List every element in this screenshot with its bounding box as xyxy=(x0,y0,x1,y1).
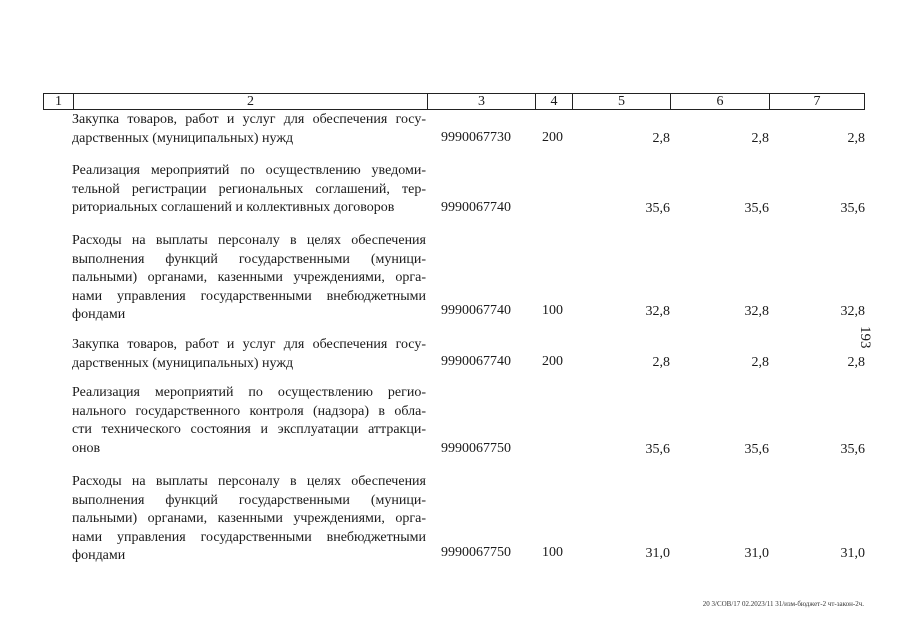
row-description xyxy=(72,384,426,458)
amount-col-6: 31,0 xyxy=(744,546,769,561)
description-line: Расходы на выплаты персоналу в целях обеспечения xyxy=(72,474,426,489)
row-description xyxy=(72,473,426,566)
expense-type-code: 100 xyxy=(542,303,563,318)
description-line: фондами xyxy=(72,548,126,564)
amount-col-5: 32,8 xyxy=(645,304,670,319)
description-line: Расходы на выплаты персоналу в целях обеспечения xyxy=(72,233,426,248)
amount-col-5: 31,0 xyxy=(645,546,670,561)
row-description xyxy=(72,111,426,148)
expense-type-code: 200 xyxy=(542,354,563,369)
amount-col-6: 2,8 xyxy=(751,355,769,370)
header-col-3: 3 xyxy=(428,94,536,109)
amount-col-7: 31,0 xyxy=(840,546,865,561)
description-line: Реализация мероприятий по осуществлению уведоми- xyxy=(72,163,426,178)
description-line: пальными) органами, казенными учреждениями, орга- xyxy=(72,270,426,286)
description-line: риториальных соглашений и коллективных договоров xyxy=(72,200,395,216)
row-description xyxy=(72,232,426,325)
header-col-5: 5 xyxy=(573,94,671,109)
row-description xyxy=(72,336,426,373)
amount-col-5: 35,6 xyxy=(645,201,670,216)
header-col-6: 6 xyxy=(671,94,770,109)
description-line: Реализация мероприятий по осуществлению регио- xyxy=(72,385,426,400)
amount-col-7: 2,8 xyxy=(847,131,865,146)
description-line: дарственных (муниципальных) нужд xyxy=(72,130,294,146)
target-article-code: 9990067740 xyxy=(441,354,511,369)
amount-col-7: 35,6 xyxy=(840,201,865,216)
description-line: выполнения функций государственными (муници- xyxy=(72,251,426,267)
description-line: нами управления государственными внебюджетными xyxy=(72,529,426,545)
header-col-2: 2 xyxy=(74,94,428,109)
description-line: пальными) органами, казенными учреждениями, орга- xyxy=(72,511,426,527)
description-line: сти технического состояния и эксплуатации аттракци- xyxy=(72,422,426,438)
header-col-7: 7 xyxy=(813,94,821,109)
target-article-code: 9990067740 xyxy=(441,303,511,318)
description-line: фондами xyxy=(72,307,126,323)
description-line: тельной регистрации региональных соглашений, тер- xyxy=(72,181,426,197)
amount-col-5: 35,6 xyxy=(645,442,670,457)
amount-col-6: 35,6 xyxy=(744,201,769,216)
amount-col-6: 35,6 xyxy=(744,442,769,457)
footer-file-reference: 20 3/СОВ/17 02.2023/11 31/изм-бюджет-2 чт-закон-2ч. xyxy=(702,600,864,608)
table-header-row xyxy=(43,93,865,110)
description-line: нального государственного контроля (надзора) в обла- xyxy=(72,403,426,419)
description-line: онов xyxy=(72,440,101,456)
description-line: Закупка товаров, работ и услуг для обеспечения госу- xyxy=(72,337,426,352)
description-line: дарственных (муниципальных) нужд xyxy=(72,355,294,371)
description-line: нами управления государственными внебюджетными xyxy=(72,288,426,304)
amount-col-5: 2,8 xyxy=(652,131,670,146)
description-line: Закупка товаров, работ и услуг для обеспечения госу- xyxy=(72,112,426,127)
amount-col-7: 35,6 xyxy=(840,442,865,457)
expense-type-code: 100 xyxy=(542,545,563,560)
target-article-code: 9990067750 xyxy=(441,545,511,560)
amount-col-6: 2,8 xyxy=(751,131,769,146)
amount-col-5: 2,8 xyxy=(652,355,670,370)
header-col-1: 1 xyxy=(44,94,74,109)
expense-type-code: 200 xyxy=(542,130,563,145)
target-article-code: 9990067750 xyxy=(441,441,511,456)
page-number: 193 xyxy=(857,326,873,349)
amount-col-6: 32,8 xyxy=(744,304,769,319)
target-article-code: 9990067730 xyxy=(441,130,511,145)
row-description xyxy=(72,162,426,218)
target-article-code: 9990067740 xyxy=(441,200,511,215)
amount-col-7: 32,8 xyxy=(840,304,865,319)
description-line: выполнения функций государственными (муници- xyxy=(72,492,426,508)
header-col-4: 4 xyxy=(536,94,573,109)
amount-col-7: 2,8 xyxy=(847,355,865,370)
